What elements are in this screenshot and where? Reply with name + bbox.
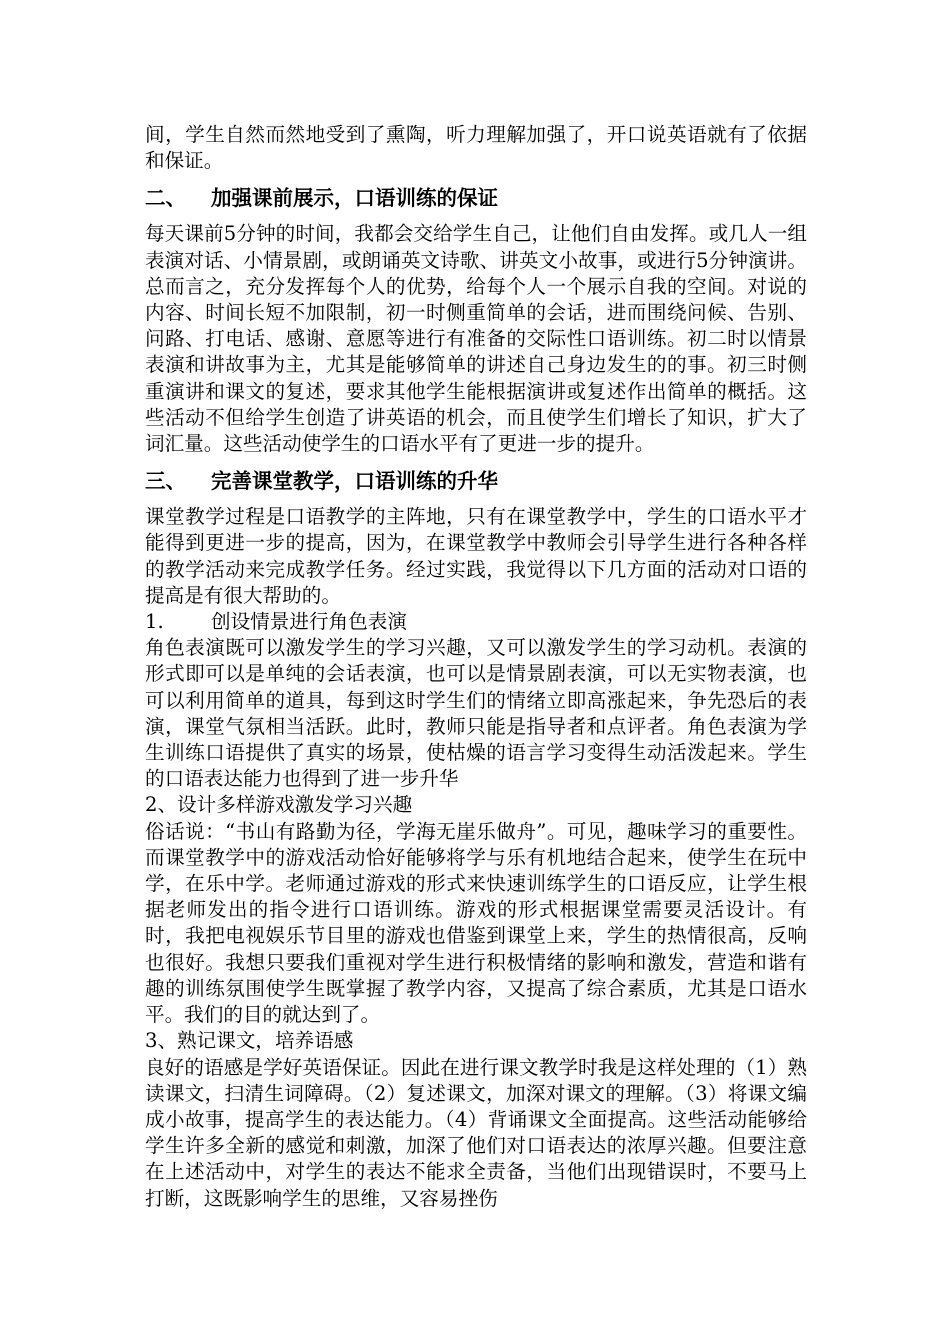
section-2-body: 每天课前5分钟的时间，我都会交给学生自己，让他们自由发挥。或几人一组表演对话、小情景剧，或朗诵英文诗歌、讲英文小故事，或进行5分钟演讲。总而言之，充分发挥每个人的优势，给每个人一个展示自我的空间。对说的内容、时间长短不加限制，初一时侧重简单的会话，进而围绕问候、告别、问路、打电话、感谢、意愿等进行有准备的交际性口语训练。初二时以情景表演和讲故事为主，尤其是能够简单的讲述自己身边发生的的事。初三时侧重演讲和课文的复述，要求其他学生能根据演讲或复述作出简单的概括。这些活动不但给学生创造了讲英语的机会，而且使学生们增长了知识，扩大了词汇量。这些活动使学生的口语水平有了更进一步的提升。	[145, 222, 807, 456]
section-2-title: 加强课前展示，口语训练的保证	[211, 186, 498, 211]
item-2-title: 2、设计多样游戏激发学习兴趣	[145, 793, 413, 817]
item-1-body: 角色表演既可以激发学生的学习兴趣，又可以激发学生的学习动机。表演的形式即可以是单纯的会话表演，也可以是情景剧表演，可以无实物表演，也可以利用简单的道具，每到这时学生们的情绪立即高涨起来，争先恐后的表演，课堂气氛相当活跃。此时，教师只能是指导者和点评者。角色表演为学生训练口语提供了真实的场景，使枯燥的语言学习变得生动活泼起来。学生的口语表达能力也得到了进一步升华	[145, 636, 807, 791]
item-3-title: 3、熟记课文，培养语感	[145, 1029, 354, 1053]
section-2-heading	[145, 183, 807, 213]
item-1-number: 1.	[145, 610, 164, 634]
section-2-number: 二、	[145, 186, 186, 211]
item-1-heading	[145, 609, 807, 635]
document-page	[145, 122, 807, 1212]
section-3-number: 三、	[145, 469, 186, 494]
item-2-body: 俗话说：“书山有路勤为径，学海无崖乐做舟”。可见，趣味学习的重要性。而课堂教学中的游戏活动恰好能够将学与乐有机地结合起来，使学生在玩中学，在乐中学。老师通过游戏的形式来快速训练学生的口语反应，让学生根据老师发出的指令进行口语训练。游戏的形式根据课堂需要灵活设计。有时，我把电视娱乐节目里的游戏也借鉴到课堂上来，学生的热情很高，反响也很好。我想只要我们重视对学生进行积极情绪的影响和激发，营造和谐有趣的训练氛围使学生既掌握了教学内容，又提高了综合素质，尤其是口语水平。我们的目的就达到了。	[145, 819, 807, 1027]
section-3-intro: 课堂教学过程是口语教学的主阵地，只有在课堂教学中，学生的口语水平才能得到更进一步的提高，因为，在课堂教学中教师会引导学生进行各种各样的教学活动来完成教学任务。经过实践，我觉得以下几方面的活动对口语的提高是有很大帮助的。	[145, 505, 807, 607]
section-3-heading	[145, 466, 807, 496]
item-3-body: 良好的语感是学好英语保证。因此在进行课文教学时我是这样处理的（1）熟读课文，扫清生词障碍。（2）复述课文，加深对课文的理解。（3）将课文编成小故事，提高学生的表达能力。（4）背诵课文全面提高。这些活动能够给学生许多全新的感觉和刺激，加深了他们对口语表达的浓厚兴趣。但要注意在上述活动中，对学生的表达不能求全责备，当他们出现错误时，不要马上打断，这既影响学生的思维，又容易挫伤	[145, 1055, 807, 1210]
item-1-title: 创设情景进行角色表演	[211, 610, 407, 634]
continuation-paragraph: 间，学生自然而然地受到了熏陶，听力理解加强了，开口说英语就有了依据和保证。	[145, 123, 807, 173]
section-3-title: 完善课堂教学，口语训练的升华	[211, 469, 498, 494]
